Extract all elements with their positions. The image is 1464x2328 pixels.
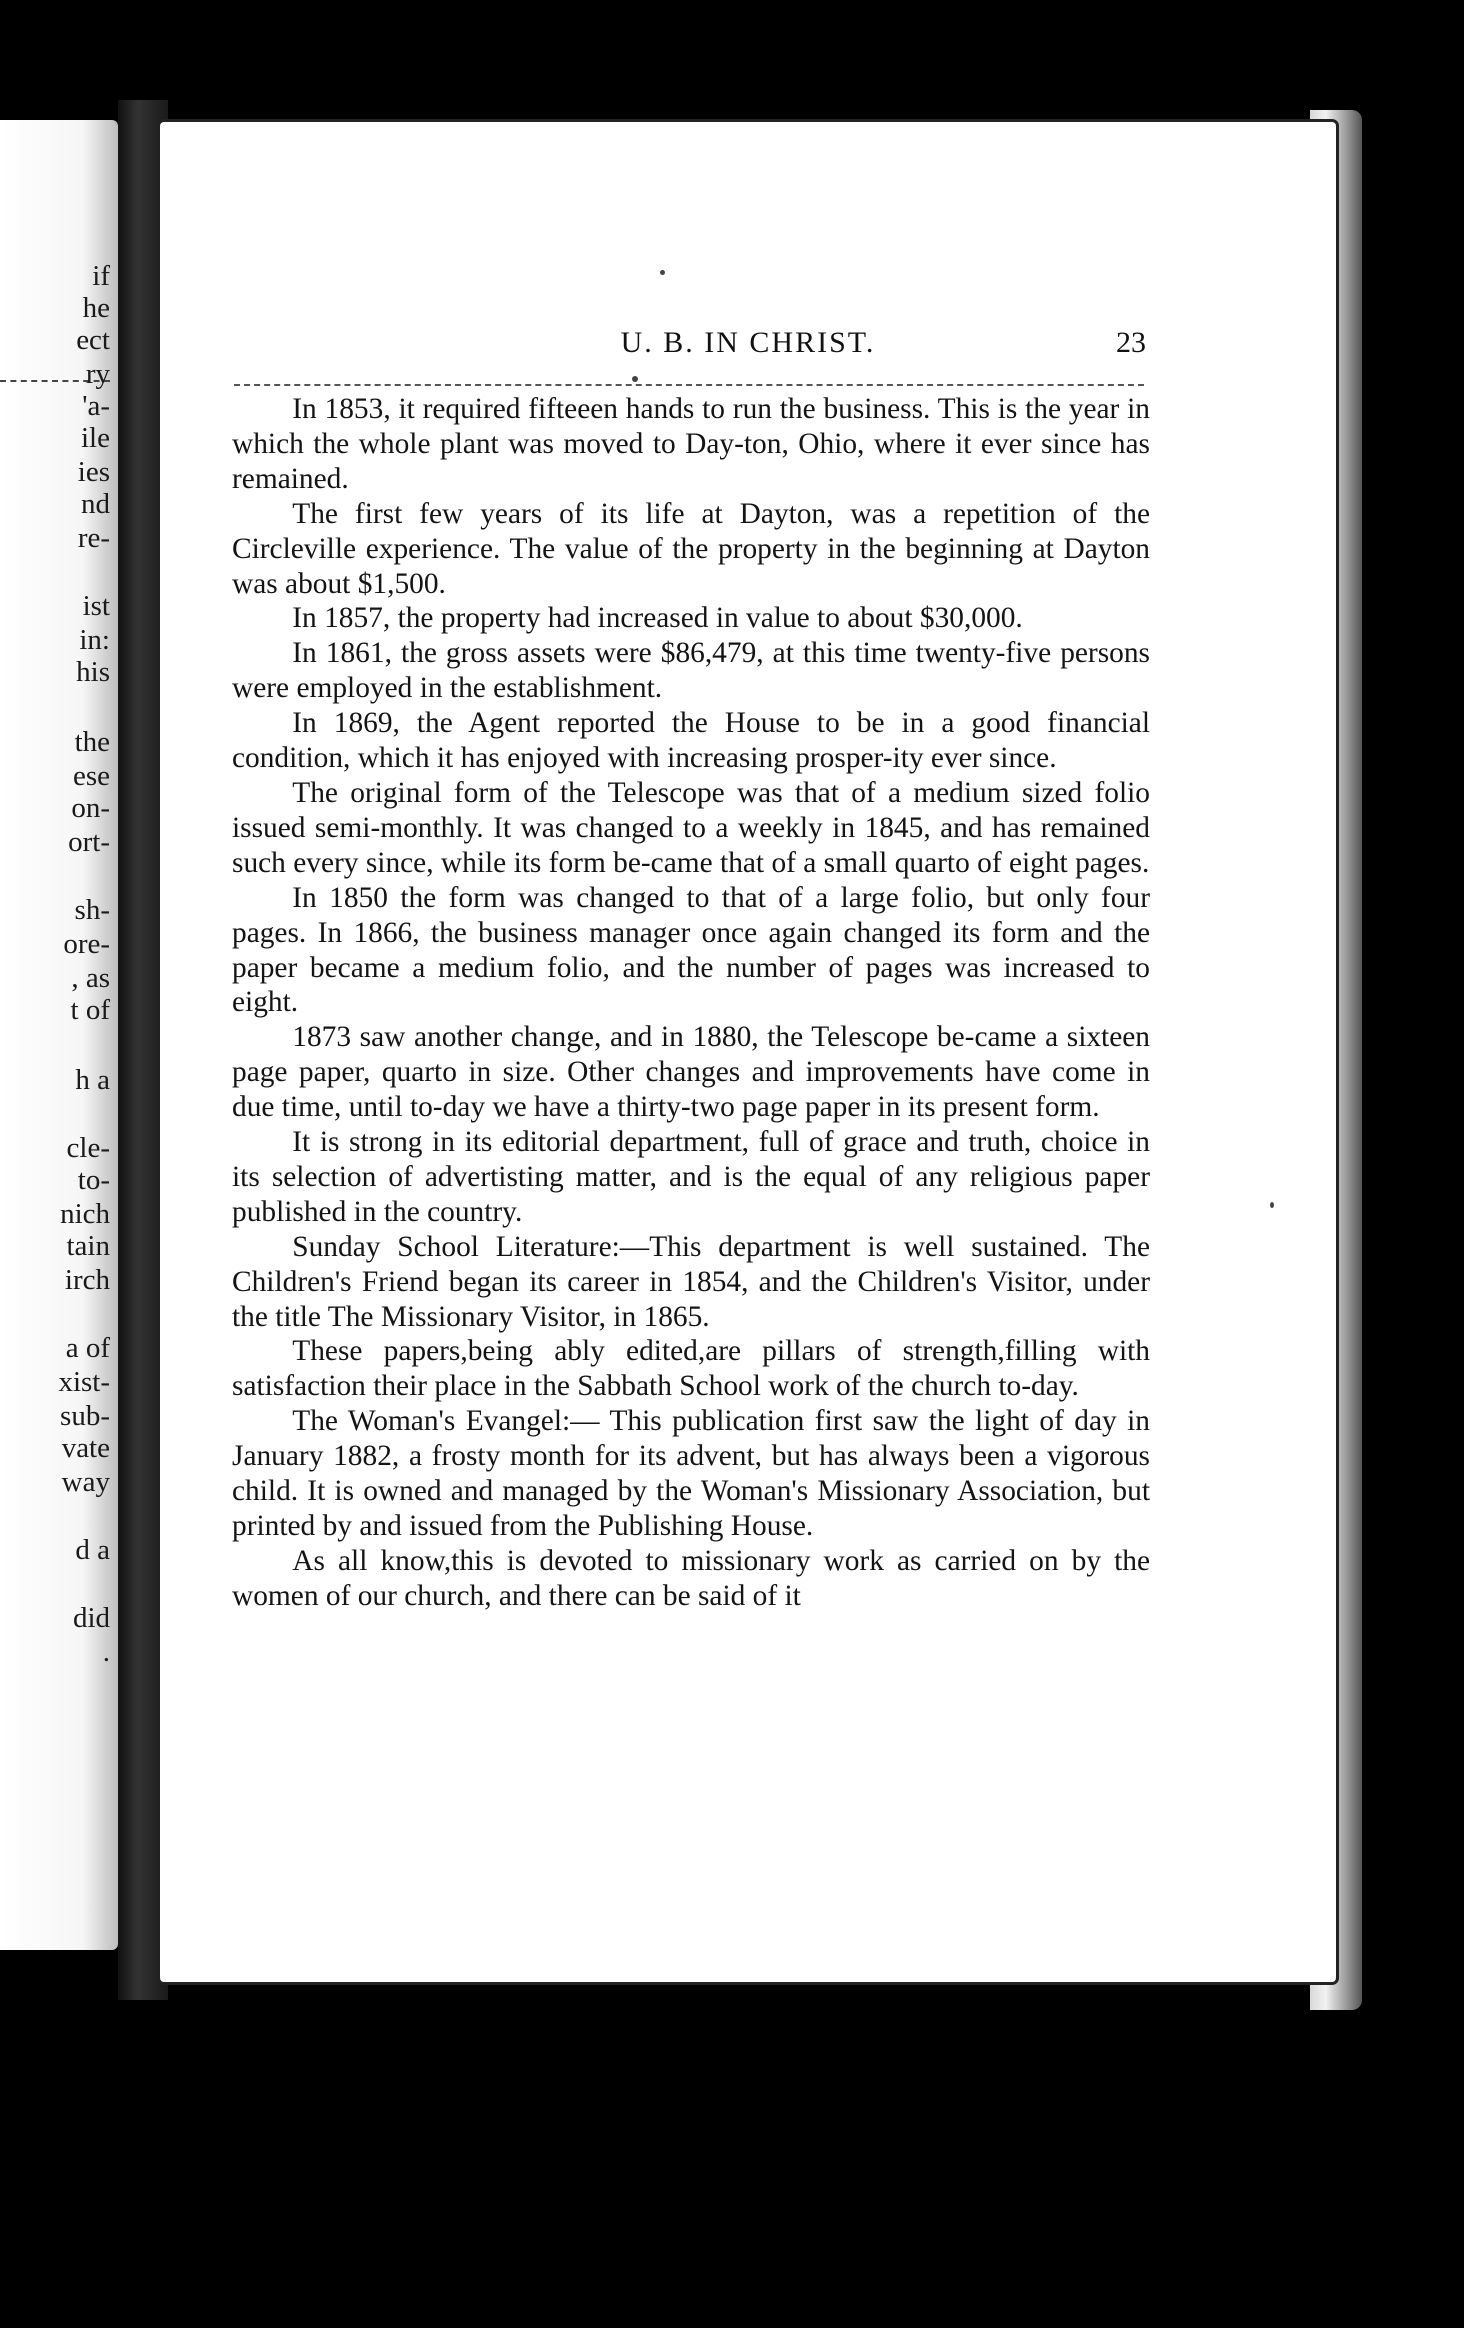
facing-page-fragment: vate xyxy=(61,1432,110,1464)
facing-page-fragment: ese xyxy=(72,760,110,792)
facing-page-fragment: ry xyxy=(85,358,110,390)
paragraph: These papers,being ably edited,are pillars of strength,filling with satisfaction their place in the Sabbath School work of the church to-day. xyxy=(232,1335,1150,1403)
paragraph: It is strong in its editorial department, full of grace and truth, choice in its selection of advertisting matter, and is the equal of any religious paper published in the country. xyxy=(232,1126,1150,1228)
facing-page-fragment: cle- xyxy=(66,1132,110,1164)
facing-page-fragment: a of xyxy=(65,1332,110,1364)
scan-speck xyxy=(1270,1202,1274,1208)
facing-page-fragment: sub- xyxy=(60,1400,110,1432)
facing-page-fragment: on- xyxy=(71,792,110,824)
facing-page-fragment: ect xyxy=(76,324,110,356)
paragraph: In 1869, the Agent reported the House to be in a good financial condition, which it has enjoyed with increasing prosper-ity ever since. xyxy=(232,707,1150,775)
facing-page-fragment: way xyxy=(61,1466,110,1498)
book-page xyxy=(160,122,1336,1982)
facing-page-fragment: nich xyxy=(60,1198,110,1230)
facing-page-fragment: to- xyxy=(77,1164,110,1196)
paragraph: In 1857, the property had increased in value to about $30,000. xyxy=(292,602,1023,635)
scan-speck xyxy=(632,376,638,382)
facing-page-fragment: in: xyxy=(79,624,110,656)
page-number: 23 xyxy=(1116,326,1146,359)
facing-page-left xyxy=(0,120,118,1950)
facing-page-fragment: re- xyxy=(77,522,110,554)
paragraph: The Woman's Evangel:— This publication first saw the light of day in January 1882, a frosty month for its advent, but has always been a vigorous child. It is owned and managed by the Woman's Missionary Association, but printed by and issued from the Publishing House. xyxy=(232,1405,1150,1542)
facing-page-fragment: 'a- xyxy=(82,390,110,422)
paragraph: Sunday School Literature:—This department is well sustained. The Children's Friend began its career in 1854, and the Children's Visitor, under the title The Missionary Visitor, in 1865. xyxy=(232,1230,1150,1333)
scan-speck xyxy=(660,270,665,275)
facing-page-fragment: ies xyxy=(77,456,110,488)
paragraph: The first few years of its life at Dayton, was a repetition of the Circleville experience. The value of the property in the beginning at Dayton was about $1,500. xyxy=(232,497,1150,600)
header-rule xyxy=(234,384,1144,386)
facing-page-fragment: the xyxy=(74,726,110,758)
paragraph: 1873 saw another change, and in 1880, the Telescope be-came a sixteen page paper, quarto in size. Other changes and improvements have come in due time, until to-day we have a thirty-two page paper in its present form. xyxy=(232,1021,1150,1124)
facing-page-fragment: he xyxy=(82,292,110,324)
facing-page-fragment: ore- xyxy=(63,928,110,960)
facing-page-fragment: h a xyxy=(75,1064,110,1096)
facing-page-fragment: d a xyxy=(75,1534,110,1566)
facing-page-fragment: if xyxy=(92,260,110,292)
facing-page-fragment: sh- xyxy=(74,894,110,926)
facing-page-fragment: . xyxy=(102,1636,110,1668)
facing-page-fragment: nd xyxy=(81,488,110,520)
facing-page-fragment: his xyxy=(76,656,110,688)
running-head: U. B. IN CHRIST. xyxy=(620,326,876,359)
facing-page-fragment: , as xyxy=(71,962,110,994)
facing-page-fragment: ort- xyxy=(68,826,110,858)
paragraph: The original form of the Telescope was that of a medium sized folio issued semi-monthly. It was changed to a weekly in 1845, and has remained such every since, while its form be-came that of a small quarto of eight pages. xyxy=(232,776,1150,879)
page-header xyxy=(160,326,1336,376)
paragraph: In 1861, the gross assets were $86,479, at this time twenty-five persons were employed in the establishment. xyxy=(232,637,1150,705)
facing-page-fragment: ile xyxy=(81,422,110,454)
facing-page-fragment: irch xyxy=(64,1264,110,1296)
facing-page-fragment: did xyxy=(72,1602,110,1634)
facing-page-fragment: xist- xyxy=(58,1366,110,1398)
paragraph: In 1850 the form was changed to that of a large folio, but only four pages. In 1866, the business manager once again changed its form and the paper became a medium folio, and the number of pages was increased to eight. xyxy=(232,881,1150,1019)
paragraph: As all know,this is devoted to missionary work as carried on by the women of our church, and there can be said of it xyxy=(232,1544,1150,1612)
paragraph: In 1853, it required fifteeen hands to run the business. This is the year in which the whole plant was moved to Day-ton, Ohio, where it ever since has remained. xyxy=(232,393,1150,495)
facing-page-fragment: t of xyxy=(70,994,110,1026)
facing-page-fragment: tain xyxy=(66,1230,110,1262)
page-body xyxy=(232,392,1150,1614)
facing-page-fragment: ist xyxy=(82,590,110,622)
